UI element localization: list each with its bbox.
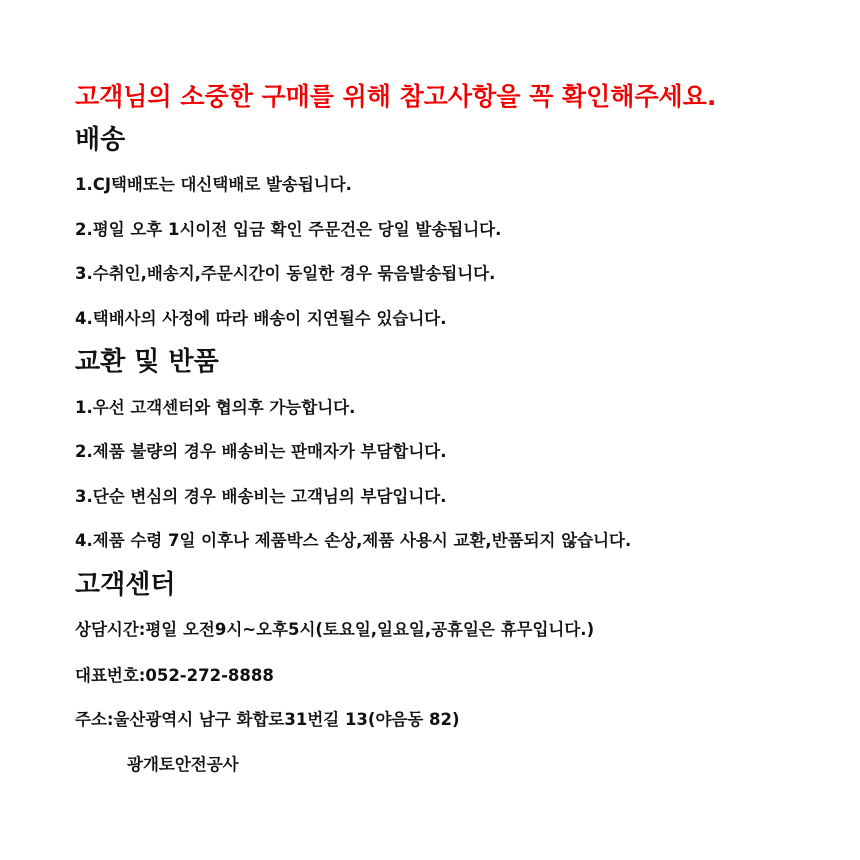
list-item: 3.수취인,배송지,주문시간이 동일한 경우 묶음발송됩니다. xyxy=(75,264,496,283)
section-heading-customer-center: 고객센터 xyxy=(75,570,176,600)
list-item: 1.우선 고객센터와 협의후 가능합니다. xyxy=(75,398,356,417)
phone-number: 대표번호:052-272-8888 xyxy=(75,666,274,685)
list-item: 2.제품 불량의 경우 배송비는 판매자가 부담합니다. xyxy=(75,442,447,461)
consultation-hours: 상담시간:평일 오전9시~오후5시(토요일,일요일,공휴일은 휴무입니다.) xyxy=(75,620,595,639)
list-item: 1.CJ택배또는 대신택배로 발송됩니다. xyxy=(75,175,352,194)
company-name: 광개토안전공사 xyxy=(127,755,239,774)
list-item: 3.단순 변심의 경우 배송비는 고객님의 부담입니다. xyxy=(75,487,447,506)
list-item: 2.평일 오후 1시이전 입금 확인 주문건은 당일 발송됩니다. xyxy=(75,220,502,239)
list-item: 4.제품 수령 7일 이후나 제품박스 손상,제품 사용시 교환,반품되지 않습니다. xyxy=(75,531,632,550)
section-heading-shipping: 배송 xyxy=(75,125,126,155)
section-heading-exchange-return: 교환 및 반품 xyxy=(75,347,219,377)
notice-title: 고객님의 소중한 구매를 위해 참고사항을 꼭 확인해주세요. xyxy=(75,82,717,111)
address: 주소:울산광역시 남구 화합로31번길 13(야음동 82) xyxy=(75,710,460,729)
list-item: 4.택배사의 사정에 따라 배송이 지연될수 있습니다. xyxy=(75,309,447,328)
